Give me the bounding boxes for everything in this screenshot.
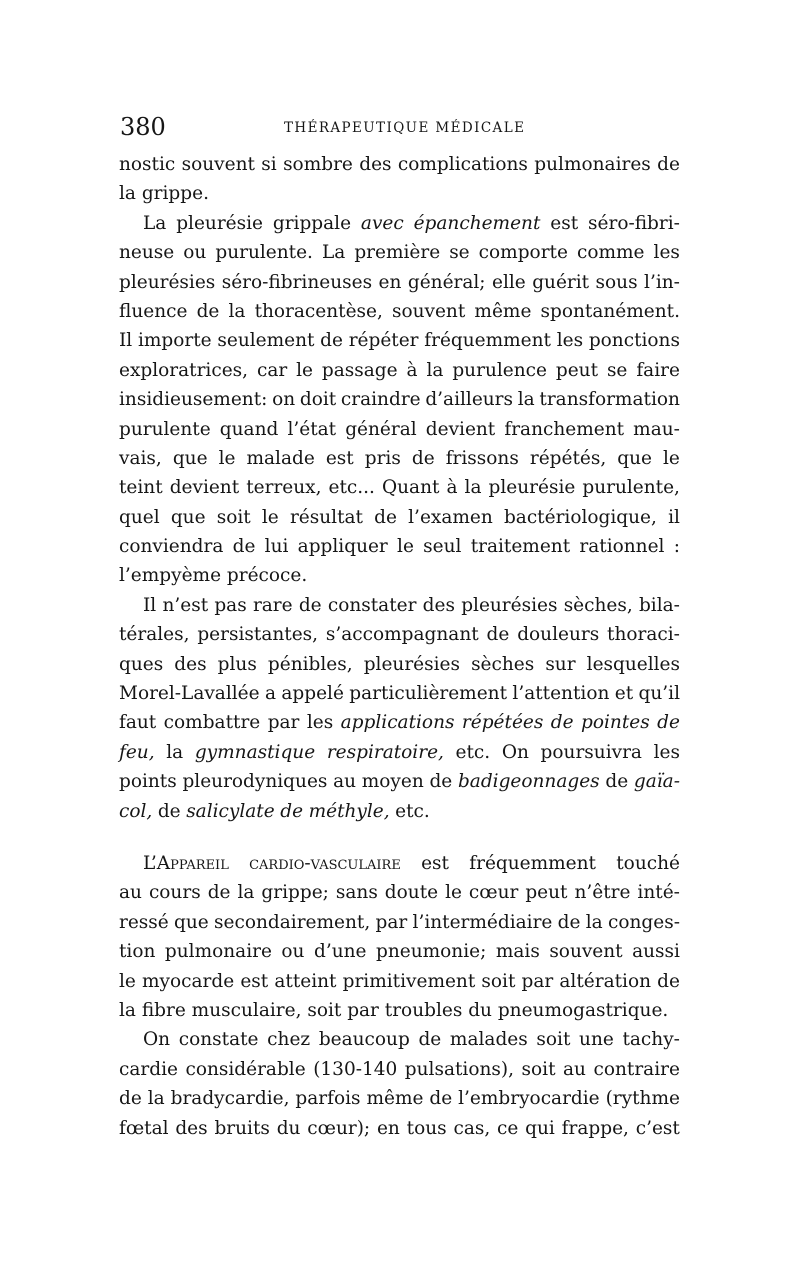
text-line: cardie considérable (130-140 pulsations), soit au contraire	[119, 1058, 680, 1080]
text-line: teint devient terreux, etc... Quant à la pleurésie purulente,	[119, 477, 680, 499]
text-line: insidieusement: on doit craindre d’ailleurs la transformation	[119, 389, 680, 411]
text-line: tion pulmonaire ou d’une pneumonie; mais souvent aussi	[119, 941, 680, 963]
text-line: de la bradycardie, parfois même de l’embryocardie (rythme	[119, 1088, 680, 1110]
text-line: col, de salicylate de méthyle, etc.	[119, 800, 430, 822]
text-line: conviendra de lui appliquer le seul traitement rationnel :	[119, 536, 680, 558]
paragraph	[119, 849, 680, 1025]
text-line: faut combattre par les applications répétées de pointes de	[119, 712, 680, 734]
text-line: neuse ou purulente. La première se comporte comme les	[119, 242, 680, 264]
paragraph	[119, 1025, 680, 1143]
text-line: l’empyème précoce.	[119, 565, 308, 587]
text-line: exploratrices, car le passage à la purulence peut se faire	[119, 359, 680, 381]
text-line: térales, persistantes, s’accompagnant de douleurs thoraci-	[119, 624, 680, 646]
paragraph	[119, 591, 680, 826]
text-line: ressé que secondairement, par l’intermédiaire de la conges-	[119, 911, 680, 933]
text-line: purulente quand l’état général devient franchement mau-	[119, 418, 680, 440]
page-body	[119, 150, 680, 1143]
text-line: ques des plus pénibles, pleurésies sèches sur lesquelles	[119, 653, 680, 675]
page-number: 380	[120, 113, 166, 141]
text-line: quel que soit le résultat de l’examen bactériologique, il	[119, 506, 680, 528]
text-line: Morel-Lavallée a appelé particulièrement l’attention et qu’il	[119, 683, 680, 705]
page-header	[120, 112, 680, 144]
text-line: la fibre musculaire, soit par troubles du pneumogastrique.	[119, 999, 669, 1021]
text-line: fœtal des bruits du cœur); en tous cas, ce qui frappe, c’est	[119, 1117, 680, 1139]
paragraph	[119, 150, 680, 209]
text-line: points pleurodyniques au moyen de badigeonnages de gaïa-	[119, 771, 680, 793]
text-line: nostic souvent si sombre des complications pulmonaires de	[119, 154, 680, 175]
section-gap	[119, 826, 680, 849]
text-line: fluence de la thoracentèse, souvent même spontanément.	[119, 300, 680, 322]
text-line: Il importe seulement de répéter fréquemment les ponctions	[119, 330, 680, 352]
running-title: THÉRAPEUTIQUE MÉDICALE	[284, 120, 526, 136]
text-line: au cours de la grippe; sans doute le cœur peut n’être inté-	[119, 882, 680, 904]
text-line: feu, la gymnastique respiratoire, etc. On poursuivra les	[119, 741, 680, 763]
text-line: La pleurésie grippale avec épanchement est séro-fibri-	[143, 212, 680, 234]
paragraph	[119, 209, 680, 591]
text-line: Il n’est pas rare de constater des pleurésies sèches, bila-	[143, 594, 680, 616]
text-line: L’Appareil cardio-vasculaire est fréquemment touché	[143, 852, 680, 874]
text-line: la grippe.	[119, 183, 209, 205]
text-line: On constate chez beaucoup de malades soit une tachy-	[143, 1029, 680, 1051]
text-line: pleurésies séro-fibrineuses en général; elle guérit sous l’in-	[119, 271, 680, 293]
text-line: le myocarde est atteint primitivement soit par altération de	[119, 970, 680, 992]
text-line: vais, que le malade est pris de frissons répétés, que le	[119, 447, 680, 469]
